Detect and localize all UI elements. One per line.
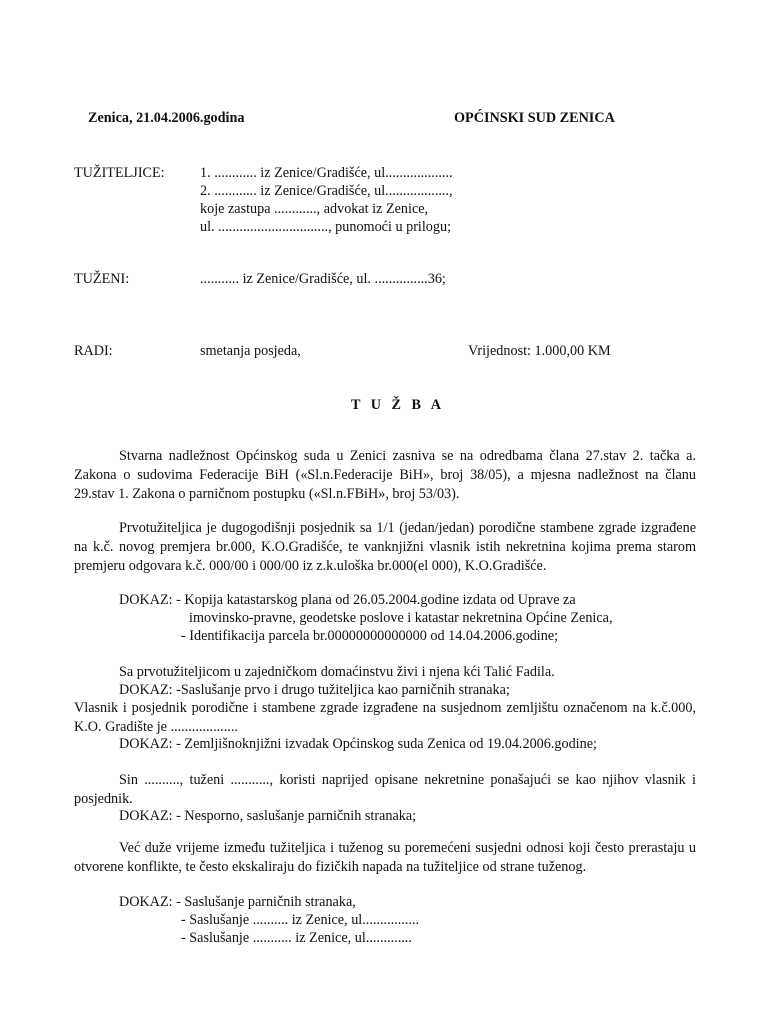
plaintiff-2: 2. ............ iz Zenice/Gradišće, ul.................., [200, 183, 453, 199]
paragraph-text: Prvotužiteljica je dugogodišnji posjednik sa 1/1 (jedan/jedan) porodične stambene zgrade izgrađene na k.č. novog premjera br.000, K.O.Gradišće, te vanknjižni vlasnik istih nekretnina kojima prema starom premjeru odgovara k.č. 000/00 i 000/00 iz z.k.uloška br.000(el 000), K.O.Gradišće. [74, 520, 696, 574]
plaintiffs-label: TUŽITELJICE: [74, 165, 165, 181]
represented-by: koje zastupa ............, advokat iz Zenice, [200, 201, 429, 217]
paragraph-defendant-use [74, 771, 696, 809]
document-date: Zenica, 21.04.2006.godina [88, 110, 245, 126]
defendant: ........... iz Zenice/Gradišće, ul. ...............36; [200, 271, 446, 287]
paragraph-text: Vlasnik i posjednik porodične i stambene zgrade izgrađene na susjednom zemljištu označenom na k.č.000, K.O. Gradište je ................... [74, 700, 696, 735]
evidence-cadastral-plan: DOKAZ: - Kopija katastarskog plana od 26.05.2004.godine izdata od Uprave za [119, 592, 576, 608]
paragraph-household: Sa prvotužiteljicom u zajedničkom domaćinstvu živi i njena kći Talić Fadila. [119, 664, 555, 680]
evidence-land-registry: DOKAZ: - Zemljišnoknjižni izvadak Općinskog suda Zenica od 19.04.2006.godine; [119, 736, 597, 752]
paragraph-jurisdiction [74, 447, 696, 504]
paragraph-conflict [74, 839, 696, 877]
defendant-label: TUŽENI: [74, 271, 130, 287]
evidence-witness-2: - Saslušanje ........... iz Zenice, ul............. [181, 930, 412, 946]
reason: smetanja posjeda, [200, 343, 301, 359]
paragraph-text: Stvarna nadležnost Općinskog suda u Zenici zasniva se na odredbama člana 27.stav 2. tačka a. Zakona o sudovima Federacije BiH («Sl.n.Federacije BiH», broj 38/05), a mjesna nadležnost na članu 29.stav 1. Zakona o parničnom postupku («Sl.n.FBiH», broj 53/03). [74, 448, 696, 502]
paragraph-ownership [74, 519, 696, 576]
document-title: T U Ž B A [351, 397, 445, 413]
court-name: OPĆINSKI SUD ZENICA [454, 110, 615, 126]
evidence-cadastral-plan-cont: imovinsko-pravne, geodetske poslove i katastar nekretnina Općine Zenica, [189, 610, 613, 626]
representative-address: ul. ..............................., punomoći u prilogu; [200, 219, 452, 235]
claim-value: Vrijednost: 1.000,00 KM [468, 343, 611, 359]
evidence-plaintiffs-hearing: DOKAZ: -Saslušanje prvo i drugo tužiteljica kao parničnih stranaka; [119, 682, 510, 698]
evidence-parcel-identification: - Identifikacija parcela br.00000000000000 od 14.04.2006.godine; [181, 628, 559, 644]
evidence-witness-1: - Saslušanje .......... iz Zenice, ul................ [181, 912, 419, 928]
paragraph-neighbor-owner [74, 699, 696, 737]
plaintiff-1: 1. ............ iz Zenice/Gradišće, ul................... [200, 165, 453, 181]
reason-label: RADI: [74, 343, 113, 359]
paragraph-text: Sin .........., tuženi ..........., koristi naprijed opisane nekretnine ponašajući se kao njihov vlasnik i posjednik. [74, 772, 696, 807]
evidence-parties-hearing: DOKAZ: - Saslušanje parničnih stranaka, [119, 894, 356, 910]
paragraph-text: Već duže vrijeme između tužiteljica i tuženog su poremećeni susjedni odnosi koji često prerastaju u otvorene konflikte, te često ekskaliraju do fizičkih napada na tužiteljice od strane tuženog. [74, 840, 696, 875]
evidence-undisputed: DOKAZ: - Nesporno, saslušanje parničnih stranaka; [119, 808, 417, 824]
